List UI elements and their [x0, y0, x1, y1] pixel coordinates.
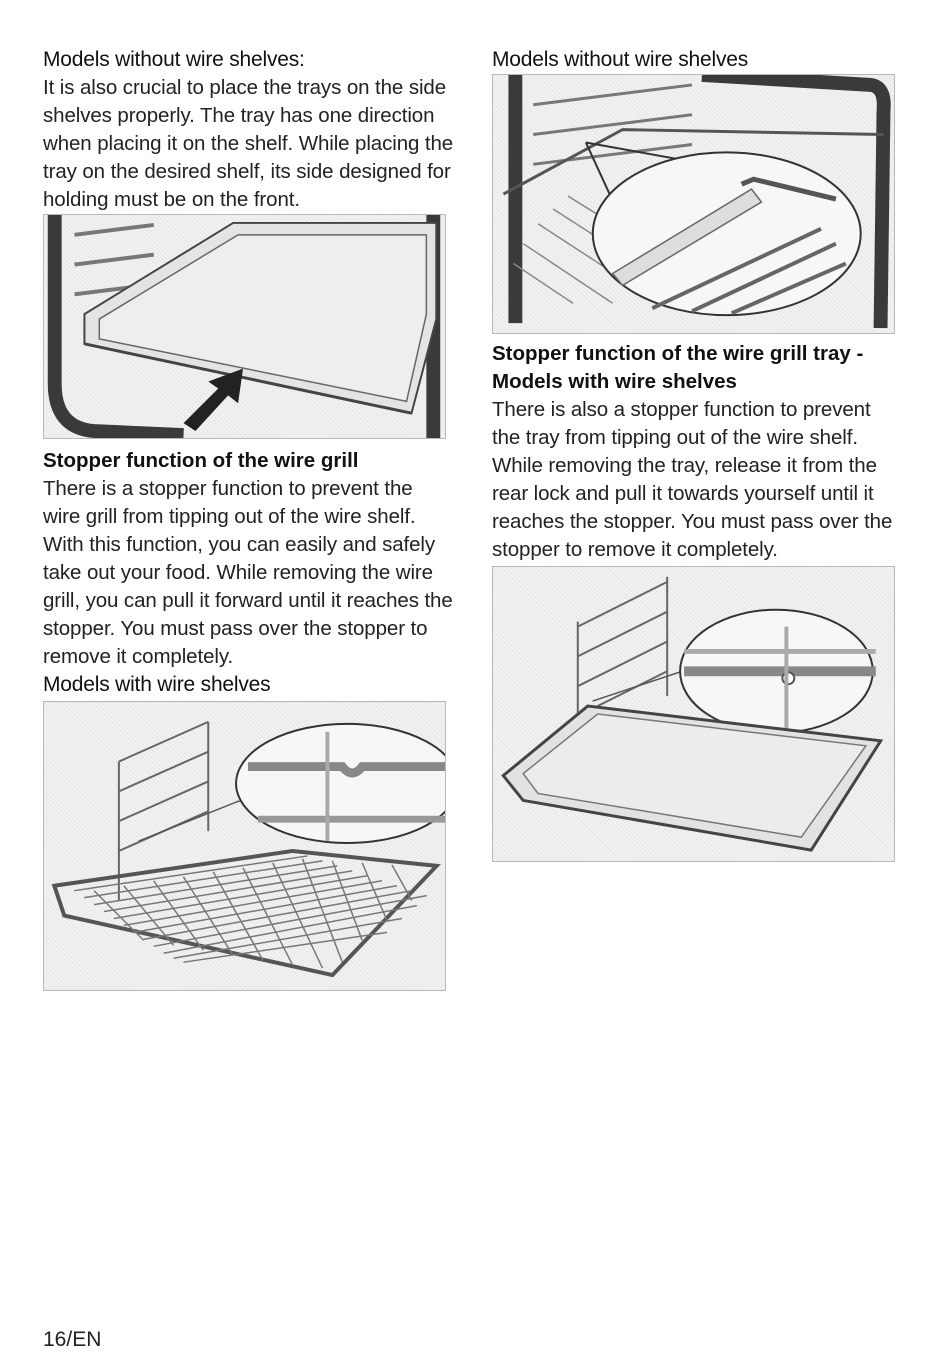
- paragraph-tray-placement: It is also crucial to place the trays on the side shelves properly. The tray has one direction when placing it on the shelf. While placing the tray on the desired shelf, its side designed for holding must be on the front.: [43, 76, 454, 211]
- heading-stopper-function-wire-grill: Stopper function of the wire grill: [43, 449, 359, 472]
- paragraph-stopper-tray: There is also a stopper function to prevent the tray from tipping out of the wire shelf. While removing the tray, release it from the rear lock and pull it towards yourself until it reaches the stopper. You must pass over the stopper to remove it completely.: [492, 398, 893, 561]
- wire-grill-stopper-illustration: [43, 701, 446, 991]
- tray-insertion-illustration: [43, 214, 446, 439]
- heading-models-without-wire-shelves: Models without wire shelves:: [43, 48, 305, 71]
- right-column: [492, 46, 896, 862]
- tray-stopper-closeup-drawing: [493, 75, 894, 333]
- tray-insertion-drawing: [44, 215, 445, 438]
- heading-models-without-wire-shelves-right: Models without wire shelves: [492, 48, 749, 71]
- tray-stopper-closeup-illustration: [492, 74, 895, 334]
- tray-pull-out-drawing: [493, 567, 894, 861]
- heading-models-with-wire-shelves: Models with wire shelves: [43, 673, 271, 696]
- tray-pull-out-illustration: [492, 566, 895, 862]
- paragraph-stopper-wire-grill: There is a stopper function to prevent the wire grill from tipping out of the wire shelf. With this function, you can easily and safely take out your food. While removing the wire grill, you can pull it forward until it reaches the stopper. You must pass over the stopper to remove it completely.: [43, 477, 453, 668]
- left-column: [43, 46, 455, 991]
- heading-stopper-function-wire-grill-tray: Stopper function of the wire grill tray - Models with wire shelves: [492, 342, 864, 393]
- wire-grill-stopper-drawing: [44, 702, 445, 990]
- page-number: 16/EN: [43, 1328, 102, 1351]
